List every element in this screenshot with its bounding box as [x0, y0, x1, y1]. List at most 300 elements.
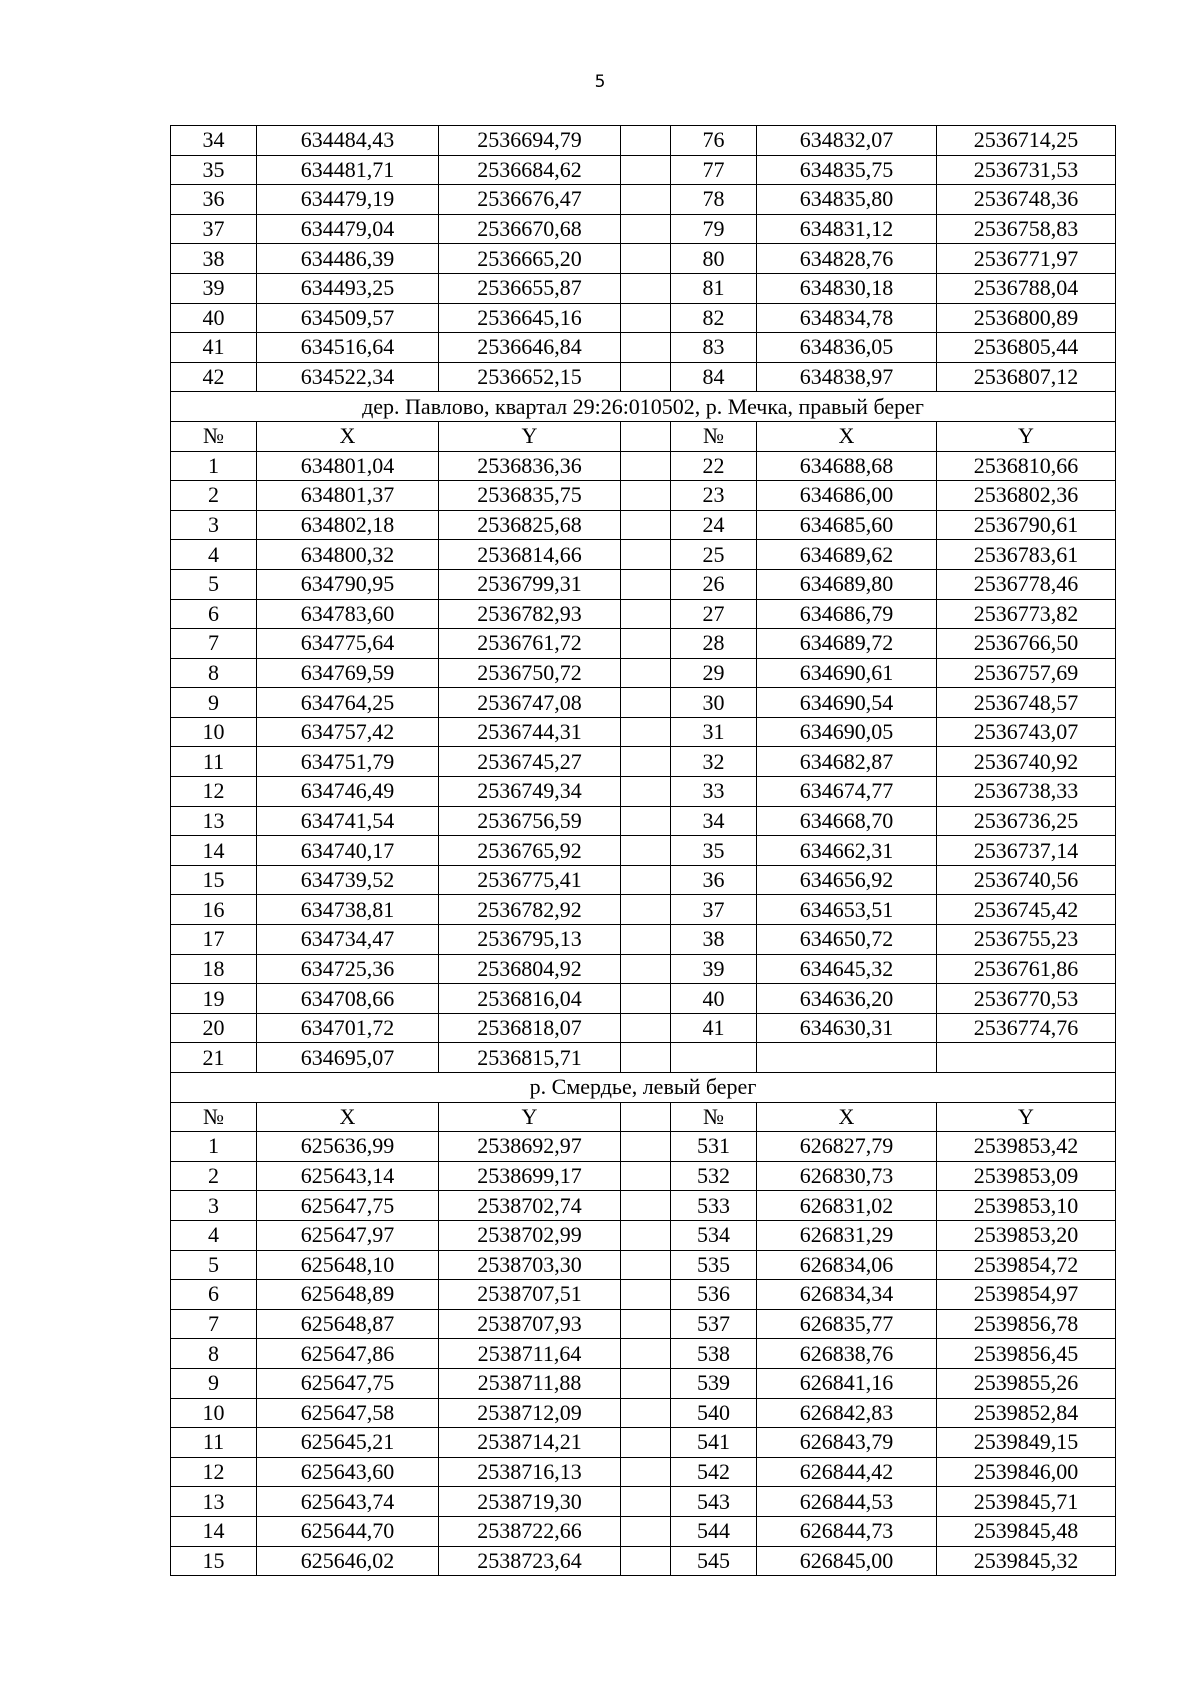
point-number: 11	[171, 747, 257, 777]
x-coordinate: 625643,60	[257, 1457, 439, 1487]
y-coordinate: 2539856,45	[937, 1339, 1116, 1369]
point-number: 27	[671, 599, 757, 629]
table-row	[171, 540, 1116, 570]
table-row	[171, 599, 1116, 629]
point-number: 532	[671, 1161, 757, 1191]
y-coordinate: 2536743,07	[937, 717, 1116, 747]
column-separator	[621, 1339, 671, 1369]
point-number: 25	[671, 540, 757, 570]
x-coordinate: 626844,73	[757, 1516, 937, 1546]
table-row	[171, 1339, 1116, 1369]
y-coordinate: 2536748,57	[937, 688, 1116, 718]
y-coordinate: 2536714,25	[937, 126, 1116, 156]
coordinates-table	[170, 125, 1116, 1576]
x-coordinate: 625645,21	[257, 1428, 439, 1458]
point-number: 4	[171, 540, 257, 570]
x-coordinate: 634630,31	[757, 1013, 937, 1043]
x-coordinate: 634688,68	[757, 451, 937, 481]
table-row	[171, 303, 1116, 333]
column-separator	[621, 1309, 671, 1339]
table-row	[171, 629, 1116, 659]
y-coordinate: 2538702,99	[439, 1220, 621, 1250]
x-coordinate: 634739,52	[257, 865, 439, 895]
point-number: 34	[171, 126, 257, 156]
point-number: 540	[671, 1398, 757, 1428]
table-header-row	[171, 421, 1116, 451]
y-coordinate: 2538719,30	[439, 1487, 621, 1517]
column-separator	[621, 1191, 671, 1221]
x-coordinate: 634751,79	[257, 747, 439, 777]
header-y: Y	[937, 421, 1116, 451]
column-separator	[621, 451, 671, 481]
column-separator	[621, 599, 671, 629]
column-separator	[621, 303, 671, 333]
y-coordinate: 2539856,78	[937, 1309, 1116, 1339]
point-number: 2	[171, 481, 257, 511]
table-row	[171, 688, 1116, 718]
y-coordinate: 2536800,89	[937, 303, 1116, 333]
y-coordinate: 2536747,08	[439, 688, 621, 718]
x-coordinate: 625643,14	[257, 1161, 439, 1191]
point-number: 13	[171, 806, 257, 836]
x-coordinate: 634828,76	[757, 244, 937, 274]
y-coordinate: 2538722,66	[439, 1516, 621, 1546]
point-number: 41	[671, 1013, 757, 1043]
table-row	[171, 451, 1116, 481]
point-number: 23	[671, 481, 757, 511]
section-title-row	[171, 392, 1116, 422]
column-separator	[621, 1280, 671, 1310]
y-coordinate: 2536761,72	[439, 629, 621, 659]
column-separator	[621, 925, 671, 955]
point-number: 76	[671, 126, 757, 156]
table-row	[171, 273, 1116, 303]
y-coordinate: 2539853,09	[937, 1161, 1116, 1191]
section-title: дер. Павлово, квартал 29:26:010502, р. Мечка, правый берег	[171, 392, 1116, 422]
column-separator	[621, 1546, 671, 1576]
point-number: 10	[171, 1398, 257, 1428]
point-number: 538	[671, 1339, 757, 1369]
y-coordinate: 2536782,92	[439, 895, 621, 925]
header-number: №	[671, 421, 757, 451]
y-coordinate: 2539853,10	[937, 1191, 1116, 1221]
y-coordinate: 2536765,92	[439, 836, 621, 866]
point-number: 36	[171, 185, 257, 215]
table-row	[171, 185, 1116, 215]
point-number: 10	[171, 717, 257, 747]
y-coordinate: 2536646,84	[439, 333, 621, 363]
point-number: 8	[171, 658, 257, 688]
y-coordinate: 2536645,16	[439, 303, 621, 333]
x-coordinate: 634516,64	[257, 333, 439, 363]
y-coordinate: 2539853,20	[937, 1220, 1116, 1250]
x-coordinate: 634830,18	[757, 273, 937, 303]
header-x: X	[257, 1102, 439, 1132]
table-row	[171, 658, 1116, 688]
table-row	[171, 126, 1116, 156]
table-row	[171, 1161, 1116, 1191]
header-number: №	[171, 421, 257, 451]
column-separator	[621, 1161, 671, 1191]
point-number: 29	[671, 658, 757, 688]
column-separator	[621, 1250, 671, 1280]
table-row	[171, 1220, 1116, 1250]
table-row	[171, 1132, 1116, 1162]
column-separator	[621, 1013, 671, 1043]
x-coordinate: 634769,59	[257, 658, 439, 688]
point-number: 77	[671, 155, 757, 185]
point-number: 8	[171, 1339, 257, 1369]
point-number: 11	[171, 1428, 257, 1458]
point-number: 545	[671, 1546, 757, 1576]
column-separator	[621, 1043, 671, 1073]
table-row	[171, 806, 1116, 836]
x-coordinate: 634686,00	[757, 481, 937, 511]
point-number: 7	[171, 629, 257, 659]
y-coordinate: 2536771,97	[937, 244, 1116, 274]
table-row	[171, 865, 1116, 895]
header-number: №	[671, 1102, 757, 1132]
y-coordinate: 2536756,59	[439, 806, 621, 836]
x-coordinate: 626842,83	[757, 1398, 937, 1428]
x-coordinate: 634734,47	[257, 925, 439, 955]
x-coordinate: 634695,07	[257, 1043, 439, 1073]
column-separator	[621, 333, 671, 363]
table-row	[171, 333, 1116, 363]
table-row	[171, 1428, 1116, 1458]
x-coordinate: 634802,18	[257, 510, 439, 540]
y-coordinate: 2538692,97	[439, 1132, 621, 1162]
point-number: 4	[171, 1220, 257, 1250]
y-coordinate: 2536676,47	[439, 185, 621, 215]
point-number: 531	[671, 1132, 757, 1162]
column-separator	[621, 214, 671, 244]
column-separator	[621, 510, 671, 540]
y-coordinate: 2536799,31	[439, 569, 621, 599]
x-coordinate: 626844,42	[757, 1457, 937, 1487]
table-row	[171, 1250, 1116, 1280]
table-row	[171, 1309, 1116, 1339]
column-separator	[621, 126, 671, 156]
y-coordinate: 2536758,83	[937, 214, 1116, 244]
y-coordinate: 2538707,51	[439, 1280, 621, 1310]
x-coordinate: 634484,43	[257, 126, 439, 156]
x-coordinate: 634800,32	[257, 540, 439, 570]
point-number: 80	[671, 244, 757, 274]
column-separator	[621, 629, 671, 659]
y-coordinate: 2536740,92	[937, 747, 1116, 777]
y-coordinate: 2539854,97	[937, 1280, 1116, 1310]
point-number: 21	[171, 1043, 257, 1073]
point-number: 36	[671, 865, 757, 895]
point-number: 12	[171, 777, 257, 807]
column-separator	[621, 1220, 671, 1250]
x-coordinate: 634685,60	[757, 510, 937, 540]
point-number: 39	[171, 273, 257, 303]
y-coordinate: 2536750,72	[439, 658, 621, 688]
y-coordinate: 2536835,75	[439, 481, 621, 511]
y-coordinate: 2539846,00	[937, 1457, 1116, 1487]
table-row	[171, 717, 1116, 747]
x-coordinate: 634701,72	[257, 1013, 439, 1043]
x-coordinate: 634746,49	[257, 777, 439, 807]
point-number: 40	[171, 303, 257, 333]
table-row	[171, 777, 1116, 807]
y-coordinate: 2536744,31	[439, 717, 621, 747]
point-number: 33	[671, 777, 757, 807]
point-number: 37	[171, 214, 257, 244]
y-coordinate: 2536795,13	[439, 925, 621, 955]
point-number: 5	[171, 569, 257, 599]
y-coordinate: 2536774,76	[937, 1013, 1116, 1043]
point-number: 81	[671, 273, 757, 303]
column-separator	[621, 155, 671, 185]
column-separator	[621, 1398, 671, 1428]
point-number: 9	[171, 688, 257, 718]
point-number: 26	[671, 569, 757, 599]
y-coordinate: 2536836,36	[439, 451, 621, 481]
y-coordinate: 2536694,79	[439, 126, 621, 156]
x-coordinate: 625644,70	[257, 1516, 439, 1546]
x-coordinate: 626827,79	[757, 1132, 937, 1162]
y-coordinate: 2536782,93	[439, 599, 621, 629]
point-number: 31	[671, 717, 757, 747]
point-number: 41	[171, 333, 257, 363]
x-coordinate: 625647,86	[257, 1339, 439, 1369]
x-coordinate: 634522,34	[257, 362, 439, 392]
y-coordinate: 2536749,34	[439, 777, 621, 807]
point-number: 78	[671, 185, 757, 215]
x-coordinate: 634686,79	[757, 599, 937, 629]
y-coordinate: 2536761,86	[937, 954, 1116, 984]
y-coordinate: 2536738,33	[937, 777, 1116, 807]
point-number: 1	[171, 451, 257, 481]
point-number: 537	[671, 1309, 757, 1339]
x-coordinate: 625647,58	[257, 1398, 439, 1428]
x-coordinate: 634832,07	[757, 126, 937, 156]
y-coordinate: 2536814,66	[439, 540, 621, 570]
x-coordinate: 625647,75	[257, 1368, 439, 1398]
column-separator	[621, 777, 671, 807]
y-coordinate: 2536745,27	[439, 747, 621, 777]
y-coordinate: 2539854,72	[937, 1250, 1116, 1280]
y-coordinate: 2536748,36	[937, 185, 1116, 215]
x-coordinate: 625643,74	[257, 1487, 439, 1517]
x-coordinate: 634674,77	[757, 777, 937, 807]
column-separator	[621, 836, 671, 866]
point-number: 17	[171, 925, 257, 955]
point-number: 28	[671, 629, 757, 659]
y-coordinate: 2536815,71	[439, 1043, 621, 1073]
y-coordinate: 2536737,14	[937, 836, 1116, 866]
point-number: 32	[671, 747, 757, 777]
table-row	[171, 155, 1116, 185]
y-coordinate: 2539853,42	[937, 1132, 1116, 1162]
point-number: 6	[171, 1280, 257, 1310]
table-row	[171, 569, 1116, 599]
y-coordinate: 2536652,15	[439, 362, 621, 392]
point-number	[671, 1043, 757, 1073]
x-coordinate: 626831,02	[757, 1191, 937, 1221]
x-coordinate: 625636,99	[257, 1132, 439, 1162]
header-y: Y	[439, 421, 621, 451]
table-row	[171, 214, 1116, 244]
point-number: 535	[671, 1250, 757, 1280]
table-row	[171, 1191, 1116, 1221]
y-coordinate: 2536773,82	[937, 599, 1116, 629]
x-coordinate: 634656,92	[757, 865, 937, 895]
table-header-row	[171, 1102, 1116, 1132]
point-number: 543	[671, 1487, 757, 1517]
x-coordinate: 634738,81	[257, 895, 439, 925]
x-coordinate: 634740,17	[257, 836, 439, 866]
point-number: 40	[671, 984, 757, 1014]
y-coordinate: 2536788,04	[937, 273, 1116, 303]
y-coordinate: 2536766,50	[937, 629, 1116, 659]
x-coordinate: 634479,04	[257, 214, 439, 244]
y-coordinate: 2536802,36	[937, 481, 1116, 511]
y-coordinate	[937, 1043, 1116, 1073]
point-number: 3	[171, 1191, 257, 1221]
point-number: 24	[671, 510, 757, 540]
page-number: 5	[594, 72, 606, 92]
y-coordinate: 2538711,88	[439, 1368, 621, 1398]
point-number: 536	[671, 1280, 757, 1310]
x-coordinate: 625647,75	[257, 1191, 439, 1221]
y-coordinate: 2536740,56	[937, 865, 1116, 895]
column-separator	[621, 1457, 671, 1487]
point-number: 534	[671, 1220, 757, 1250]
point-number: 12	[171, 1457, 257, 1487]
x-coordinate: 626844,53	[757, 1487, 937, 1517]
column-separator	[621, 1132, 671, 1162]
table-row	[171, 895, 1116, 925]
x-coordinate: 634708,66	[257, 984, 439, 1014]
y-coordinate: 2536670,68	[439, 214, 621, 244]
point-number: 14	[171, 1516, 257, 1546]
y-coordinate: 2539855,26	[937, 1368, 1116, 1398]
y-coordinate: 2536783,61	[937, 540, 1116, 570]
y-coordinate: 2536810,66	[937, 451, 1116, 481]
x-coordinate: 634493,25	[257, 273, 439, 303]
section-title-row	[171, 1073, 1116, 1103]
y-coordinate: 2539849,15	[937, 1428, 1116, 1458]
x-coordinate: 634725,36	[257, 954, 439, 984]
x-coordinate: 626841,16	[757, 1368, 937, 1398]
point-number: 5	[171, 1250, 257, 1280]
table-row	[171, 1013, 1116, 1043]
y-coordinate: 2539845,71	[937, 1487, 1116, 1517]
column-separator	[621, 244, 671, 274]
y-coordinate: 2538723,64	[439, 1546, 621, 1576]
column-separator	[621, 984, 671, 1014]
x-coordinate: 634764,25	[257, 688, 439, 718]
table-row	[171, 836, 1116, 866]
x-coordinate: 634775,64	[257, 629, 439, 659]
table-row	[171, 747, 1116, 777]
table-row	[171, 1457, 1116, 1487]
point-number: 22	[671, 451, 757, 481]
x-coordinate: 634509,57	[257, 303, 439, 333]
header-y: Y	[439, 1102, 621, 1132]
y-coordinate: 2536757,69	[937, 658, 1116, 688]
column-separator	[621, 540, 671, 570]
x-coordinate: 626838,76	[757, 1339, 937, 1369]
point-number: 18	[171, 954, 257, 984]
y-coordinate: 2536775,41	[439, 865, 621, 895]
x-coordinate: 634668,70	[757, 806, 937, 836]
column-separator	[621, 688, 671, 718]
column-separator	[621, 421, 671, 451]
column-separator	[621, 658, 671, 688]
x-coordinate: 634689,80	[757, 569, 937, 599]
column-separator	[621, 747, 671, 777]
x-coordinate: 634690,61	[757, 658, 937, 688]
y-coordinate: 2536755,23	[937, 925, 1116, 955]
x-coordinate: 634479,19	[257, 185, 439, 215]
point-number: 541	[671, 1428, 757, 1458]
x-coordinate: 626834,34	[757, 1280, 937, 1310]
x-coordinate: 634650,72	[757, 925, 937, 955]
column-separator	[621, 481, 671, 511]
column-separator	[621, 185, 671, 215]
point-number: 2	[171, 1161, 257, 1191]
point-number: 15	[171, 865, 257, 895]
x-coordinate: 634783,60	[257, 599, 439, 629]
x-coordinate: 634481,71	[257, 155, 439, 185]
y-coordinate: 2538712,09	[439, 1398, 621, 1428]
x-coordinate: 626845,00	[757, 1546, 937, 1576]
x-coordinate: 634741,54	[257, 806, 439, 836]
point-number: 19	[171, 984, 257, 1014]
table-row	[171, 1487, 1116, 1517]
column-separator	[621, 1428, 671, 1458]
point-number: 84	[671, 362, 757, 392]
column-separator	[621, 362, 671, 392]
point-number: 38	[171, 244, 257, 274]
point-number: 7	[171, 1309, 257, 1339]
column-separator	[621, 569, 671, 599]
column-separator	[621, 954, 671, 984]
x-coordinate: 634636,20	[757, 984, 937, 1014]
table-row	[171, 1043, 1116, 1073]
point-number: 39	[671, 954, 757, 984]
point-number: 15	[171, 1546, 257, 1576]
x-coordinate: 634689,72	[757, 629, 937, 659]
column-separator	[621, 1487, 671, 1517]
column-separator	[621, 273, 671, 303]
x-coordinate	[757, 1043, 937, 1073]
x-coordinate: 626843,79	[757, 1428, 937, 1458]
column-separator	[621, 895, 671, 925]
x-coordinate: 626830,73	[757, 1161, 937, 1191]
table-row	[171, 1516, 1116, 1546]
column-separator	[621, 865, 671, 895]
point-number: 35	[671, 836, 757, 866]
header-x: X	[757, 421, 937, 451]
x-coordinate: 634690,54	[757, 688, 937, 718]
y-coordinate: 2538711,64	[439, 1339, 621, 1369]
point-number: 13	[171, 1487, 257, 1517]
x-coordinate: 625648,87	[257, 1309, 439, 1339]
table-row	[171, 925, 1116, 955]
x-coordinate: 634690,05	[757, 717, 937, 747]
x-coordinate: 634801,04	[257, 451, 439, 481]
y-coordinate: 2536807,12	[937, 362, 1116, 392]
x-coordinate: 625646,02	[257, 1546, 439, 1576]
column-separator	[621, 717, 671, 747]
y-coordinate: 2536805,44	[937, 333, 1116, 363]
